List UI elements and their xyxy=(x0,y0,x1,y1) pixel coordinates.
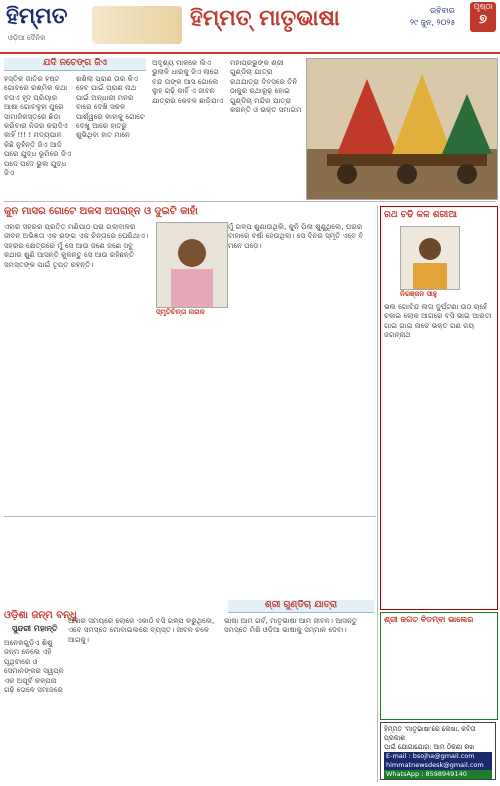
article3-title: ଓଡ଼ିଶା ଜନ୍ମ ବନ୍ଧୁ xyxy=(4,610,77,621)
rath-yatra-photo xyxy=(306,58,498,200)
divider xyxy=(4,201,496,202)
poet-caption: ନିରଞ୍ଜନ ସାହୁ xyxy=(400,290,437,298)
page-label: ପୃଷ୍ଠା xyxy=(473,2,493,11)
divider xyxy=(4,516,376,517)
contact-box xyxy=(380,722,496,780)
day-label: ରବିବାର xyxy=(430,6,455,15)
poem2-body: ଭଲ ଗୋବିନ୍ଦ ଲତା ଦୁର୍ଘଟଣା ଉଠ ଚାହେଁ ଚଳାଇ ଲୋକ ଆଗରେ ବସି ଭାଇ ଆରତୀ ଗାଇ ଗାଇ ନାଚେ ଭକ୍ତ ଗଣ ଜୟ ଜଗନ୍ନାଥ xyxy=(384,302,492,340)
bottom-left-col: ଅନେକଗୁଡ଼ିଏ ଶିଶୁ ଜନ୍ମ ନେଲେ ଏହି ପୃଥିବୀରେ ଓ ସେମାନଙ୍କର ସ୍ୱପ୍ନ ଏକ ଅପୂର୍ବ କଳ୍ପନା ଗଢ଼ି ତୋଳେ ସମାଜରେ xyxy=(4,638,64,695)
email-link-2[interactable]: himmatnewsdesk@gmail.com xyxy=(384,761,492,770)
poem1-title: ଯଦି ନଚେଙ୍ଗ ଜିଏ xyxy=(4,58,146,71)
article2-title: ଶ୍ରୀ ଗୁଣ୍ଡିଚା ଯାତ୍ରା xyxy=(228,600,374,613)
poem1-col1: ହସ୍ତିକ ଜାତିର ହଷ୍ଟ ଗୋବରେ ରଶ୍ମିକ କଥା ବତାଏ ହୃଦ ପ୍ରିୟାର ଆଶା ଗୋବଳୁହା ପୁରେ ସାମାଜିକସ୍ତରେ ଛିଡ଼ା କରିବାର ନିଜର କରାଦିଏ କାହିଁ !!! ! ମଦ୍ୟପାନ କିଛି ନୁହଁନ୍ତି ଜିଏ ଆଦି ପରେ ଯୁଦ୍ଧ ଭୂମିରେ ଜିଏ ପଦେ ପଦେ ଭୁଲ ଯୁଦ୍ଧ ଜିଏ xyxy=(4,74,71,178)
poem-col4: ମହାପ୍ରଭୁଙ୍କ ଶ୍ରୀ ଗୁଣ୍ଡିଚା ଯାତ୍ରା ରଥଯାତ୍ରା ଦିବସରେ ତିନି ଠାକୁର ରଥାରୂଢ଼ ହୋଇ ଗୁଣ୍ଡିଚା ମନ୍ଦିର ଯାତ୍ରା କରନ୍ତି ଓ ଭକ୍ତ ସମାଗମ xyxy=(230,58,302,115)
author-caption: ସ୍ମୃତିଚିନ୍ତା ନାଗଳ xyxy=(156,308,205,316)
poem2-title: ରଥ ଚଢି କଳ ଶରୀଆ xyxy=(384,210,457,220)
masthead xyxy=(0,0,500,54)
poet-photo xyxy=(400,226,460,290)
article4-title: ଶ୍ରୀ ଜଗତ ବିଡମ୍ବା ଭାଲେର xyxy=(384,615,474,624)
author-photo xyxy=(156,222,228,308)
bottom-mid-col: ଆଗର ସମୟରେ ଲୋକେ ଏକାଠି ବସି ଗଳ୍ପ କରୁଥିଲେ, ଏବେ ସମସ୍ତେ ମୋବାଇଲରେ ବ୍ୟସ୍ତ। ଜୀବନ ଚଳେ ଆଗକୁ। xyxy=(68,616,215,644)
whatsapp-number[interactable]: WhatsApp : 8598949140 xyxy=(384,770,492,779)
logo-text: ହିମ୍ମତ xyxy=(6,4,68,29)
logo xyxy=(6,4,92,44)
date-label: ୨୯ ଜୁନ, ୨୦୨୫ xyxy=(410,18,456,27)
contact-line1: ହିମ୍ମତ 'ମାତୃଭାଷା'ରେ ଲେଖା, କବିତା ପ୍ରକାଶ xyxy=(384,725,476,742)
article-body-col1: ଏହାର ସହରର ପ୍ରତିତ ମଣିପାଠ ପରା ଗଲାବାଳର ଜୀବନ ଅଭିଜ୍ଞତା ଏକ ରଙ୍ଗ ଏକ ଚିନ୍ତାରେ ଘେରିଥାଏ। ସହରର କ୍ଷେତ୍ରରେ ମୁଁ ସେ ଆଉ ଜଣେ ଜଣେ ସବୁ କଥାର ଶୁଣି ଆସନ୍ତି କୁଳନ୍ତୁ ସେ ଆଉ ରହିଛନ୍ତି ସମସ୍ତଙ୍କ ପାଇଁ ତୃପ୍ତ ରହନ୍ତି। xyxy=(4,222,149,269)
poet-portrait xyxy=(401,227,459,289)
page-number-badge xyxy=(470,2,496,32)
article3-author: ସୁନ୍ଦରୀ ମହାନ୍ତି xyxy=(12,624,58,633)
contact-line2: ପାଇଁ ଯୋଗାଯୋଗ: ଆମ ଠିକଣା ରଖ xyxy=(384,743,475,751)
page-title: ହିମ୍ମତ୍ ମାତୃଭାଷା xyxy=(190,6,340,31)
masthead-decoration xyxy=(92,6,182,44)
chariot-illustration xyxy=(307,59,497,199)
bottom-right-col: ଭାଷା ଆମ ଗର୍ବ, ମାତୃଭାଷା ଆମ ଜୀବନ। ଆସନ୍ତୁ ସମସ୍ତେ ମିଶି ଓଡ଼ିଆ ଭାଷାକୁ ସମ୍ମାନ ଦେବା। xyxy=(224,616,358,635)
poem3-box xyxy=(380,612,498,720)
column-rule xyxy=(377,206,378,782)
poem1-col2: ଶଶିଲା ପ୍ରାଣ ତାର କିଏ ହେବ ପାଇଁ ପ୍ରାଣ ନାଥ ପାଇଁ ଅନ୍ଧାରୀ ମନର ବାରେ ଦେଖି ସକଳ ପାର୍ଶ୍ୱରେ କାହାକୁ ଗୋଟେ ଦେଖୁ ଆରେ ହାତରୁ ଶୁଭିଥିବା ହାତ ମାନେ xyxy=(76,74,145,140)
author-portrait xyxy=(157,223,227,307)
logo-tagline: ଓଡ଼ିଆ ଦୈନିକ xyxy=(8,34,46,42)
poem-col3: ଅଦୃଶ୍ୟ ମାଳକେ ଲିଏ ଭୁଲାଳି ଧାରକୁ ଜିଏ ଲାଗେ ବନ୍ଦ ତାଙ୍କ ଆସ ଗୋଲେ ଲୁହ ଗଢ଼ି କାହିଁ ଏ ଜୀବନ ଯାତ୍ରାର କେବଳ ଛାଡ଼ିଯାଏ xyxy=(152,58,224,105)
article-title: କୁନ ମାସର ଗୋଟେ ଅଳସ ଅପରାହ୍ନ ଓ ଦୁଇଟି କାହାଁ xyxy=(4,206,198,217)
email-link[interactable]: E-mail : bsojha@gmail.com xyxy=(384,752,492,761)
article-body-col2: ମୁଁ ଗଳ୍ପ ଶୁଣାଉଥିଲି, କୁନି ପିଲା ଶୁଣୁଥିଲେ, ଘରର ବାହାରେ ବର୍ଷା ହେଉଥିଲା। ସେ ଦିନର ସ୍ମୃତି ଏବେ ବି ମନେ ପଡ଼େ। xyxy=(228,222,364,250)
page-number: ୭ xyxy=(479,12,487,27)
